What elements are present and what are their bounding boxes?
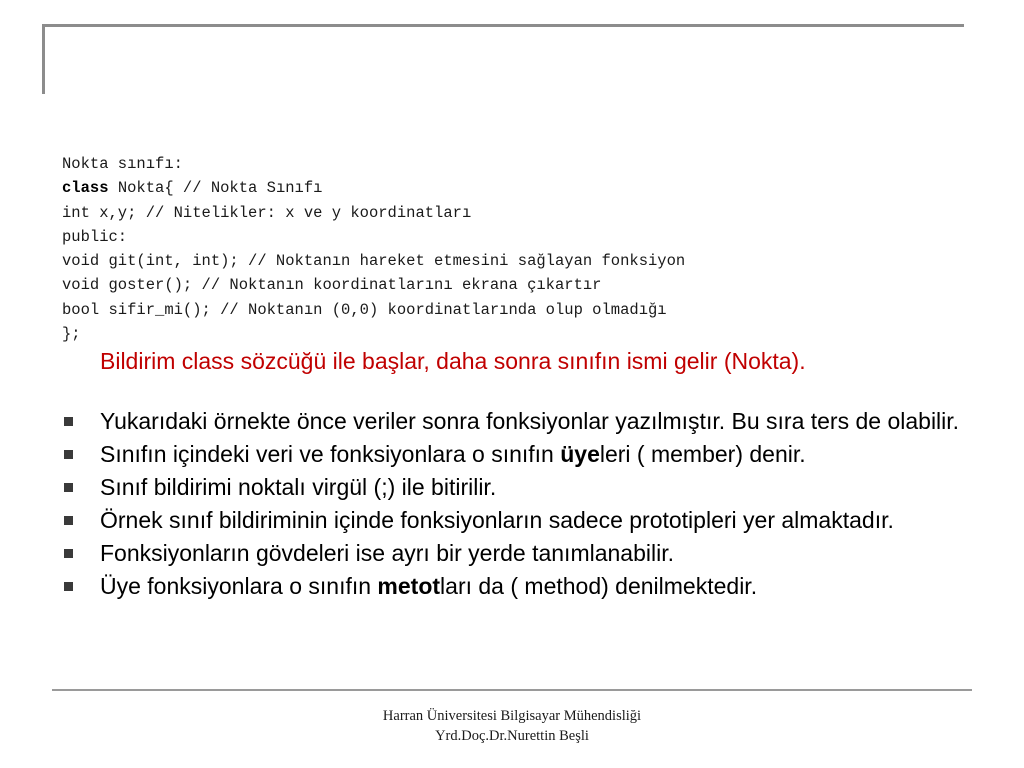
title-frame-left-border <box>42 24 45 94</box>
bullet-emphasis: üye <box>560 441 600 467</box>
bullet-text-after: leri ( member) denir. <box>599 441 806 467</box>
bullet-emphasis: metot <box>377 573 441 599</box>
bullet-text: Yukarıdaki örnekte önce veriler sonra fonksiyonlar yazılmıştır. Bu sıra ters de olabilir. <box>100 408 960 434</box>
bullet-item <box>62 507 962 533</box>
bullet-item <box>62 573 962 599</box>
square-bullet-icon <box>64 549 73 558</box>
code-line-7: bool sifir_mi(); // Noktanın (0,0) koordinatlarında olup olmadığı <box>62 300 667 319</box>
footer-divider <box>52 689 972 691</box>
square-bullet-icon <box>64 516 73 525</box>
bullet-item <box>62 441 962 467</box>
code-line-8: }; <box>62 325 81 344</box>
code-block <box>62 152 685 346</box>
code-line-2 <box>62 176 685 200</box>
footer-institution: Harran Üniversitesi Bilgisayar Mühendisliği <box>382 708 642 724</box>
bullet-text: Fonksiyonların gövdeleri ise ayrı bir yerde tanımlanabilir. <box>100 540 674 566</box>
title-frame-top-border <box>42 24 964 27</box>
footer <box>0 706 1024 746</box>
square-bullet-icon <box>64 417 73 426</box>
bullet-list <box>62 408 962 606</box>
bullet-text-before: Üye fonksiyonlara o sınıfın <box>100 573 378 599</box>
code-line-1: Nokta sınıfı: <box>62 155 183 173</box>
bullet-item <box>62 474 962 500</box>
code-line-5: void git(int, int); // Noktanın hareket etmesini sağlayan fonksiyon <box>62 252 686 271</box>
bullet-text-before: Sınıfın içindeki veri ve fonksiyonlara o sınıfın <box>100 441 561 467</box>
bullet-text-after: ları da ( method) denilmektedir. <box>440 573 758 599</box>
code-line-6: void goster(); // Noktanın koordinatlarını ekrana çıkartır <box>62 276 602 295</box>
square-bullet-icon <box>64 450 73 459</box>
square-bullet-icon <box>64 483 73 492</box>
bullet-item <box>62 408 962 434</box>
code-line-3: int x,y; // Nitelikler: x ve y koordinatları <box>62 203 472 222</box>
code-line-4: public: <box>62 227 128 246</box>
footer-author: Yrd.Doç.Dr.Nurettin Beşli <box>435 728 589 744</box>
bullet-item <box>62 540 962 566</box>
bullet-text: Sınıf bildirimi noktalı virgül (;) ile bitirilir. <box>100 474 497 500</box>
code-line-2-rest: Nokta{ // Nokta Sınıfı <box>108 179 323 198</box>
intro-highlight-text: Bildirim class sözcüğü ile başlar, daha sonra sınıfın ismi gelir (Nokta). <box>100 348 806 374</box>
bullet-text: Örnek sınıf bildiriminin içinde fonksiyonların sadece prototipleri yer almaktadır. <box>100 507 894 533</box>
square-bullet-icon <box>64 582 73 591</box>
class-keyword: class <box>62 179 109 198</box>
